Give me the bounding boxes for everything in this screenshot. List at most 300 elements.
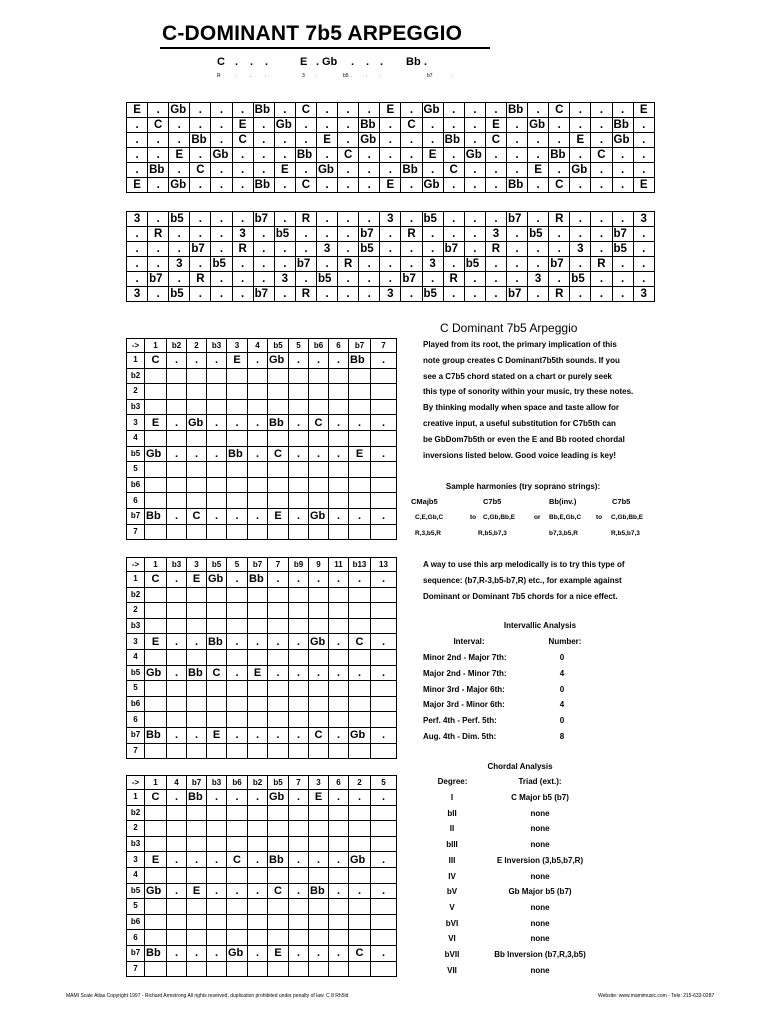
fret-cell: . <box>591 287 612 302</box>
grid-row <box>127 572 397 588</box>
fret-cell: . <box>253 163 274 178</box>
grid-cell <box>187 524 207 540</box>
fret-cell: . <box>485 257 506 272</box>
grid-cell <box>145 399 167 415</box>
fret-cell: . <box>253 257 274 272</box>
fret-cell: . <box>485 148 506 163</box>
grid-header-row <box>127 339 397 353</box>
grid-cell <box>371 696 397 712</box>
grid-cell <box>248 649 268 665</box>
grid-cell: . <box>289 790 309 806</box>
fret-cell: . <box>485 212 506 227</box>
fret-cell: . <box>148 242 169 257</box>
fret-cell: . <box>549 227 570 242</box>
sequence-interval: . <box>316 73 318 79</box>
grid-cell: C <box>349 945 371 961</box>
grid-cell: . <box>167 572 187 588</box>
fret-cell: . <box>148 178 169 193</box>
grid-cell <box>145 430 167 446</box>
grid-cell <box>227 384 248 400</box>
grid-header-cell: b13 <box>349 558 371 572</box>
fret-cell: . <box>612 163 633 178</box>
fret-cell: . <box>338 242 359 257</box>
grid-cell: . <box>329 572 349 588</box>
grid-cell <box>349 649 371 665</box>
harmony-name: C7b5 <box>612 497 631 506</box>
grid-row <box>127 712 397 728</box>
sequence-interval: R <box>217 73 221 79</box>
grid-cell <box>268 961 289 977</box>
grid-cell <box>167 603 187 619</box>
grid-cell <box>289 603 309 619</box>
grid-cell <box>207 696 227 712</box>
fret-cell: . <box>295 272 316 287</box>
grid-cell: . <box>248 634 268 650</box>
fret-cell: Bb <box>253 178 274 193</box>
fret-cell: . <box>528 178 549 193</box>
grid-header-cell: 7 <box>268 558 289 572</box>
fret-cell: . <box>591 133 612 148</box>
fret-cell: Bb <box>148 163 169 178</box>
grid-header-cell: 4 <box>248 339 268 353</box>
fret-cell: 3 <box>127 287 148 302</box>
fret-cell: . <box>633 227 654 242</box>
fret-cell: . <box>169 272 190 287</box>
grid-cell: Bb <box>145 508 167 524</box>
grid-cell: . <box>187 634 207 650</box>
grid-degree-label: b5 <box>127 446 145 462</box>
fret-cell: E <box>380 178 401 193</box>
fret-cell: E <box>633 178 654 193</box>
copyright-footer: MAMI Scale Atlas Copyright 1997 - Richard Armstrong All rights reserved, duplication prohibited under penalty of law. C 8 Rh5ld <box>66 993 349 999</box>
interval-count: 0 <box>559 716 565 726</box>
grid-cell <box>268 524 289 540</box>
fret-cell: . <box>506 163 527 178</box>
harmony-intervals: R,3,b5,R <box>415 530 442 537</box>
harmony-notes: Bb,E,Gb,C <box>549 514 582 521</box>
grid-cell: Bb <box>349 353 371 369</box>
harmony-notes: to <box>596 514 603 521</box>
grid-degree-label: b7 <box>127 508 145 524</box>
grid-cell: . <box>349 572 371 588</box>
grid-row <box>127 587 397 603</box>
grid-row <box>127 353 397 369</box>
fret-cell: C <box>443 163 464 178</box>
grid-header-cell: 7 <box>289 776 309 790</box>
grid-header-cell: -> <box>127 776 145 790</box>
fret-cell: . <box>549 163 570 178</box>
grid-cell: . <box>289 415 309 431</box>
grid-cell <box>289 618 309 634</box>
fret-cell: . <box>528 148 549 163</box>
interval-count: 8 <box>559 732 565 741</box>
grid-row <box>127 867 397 883</box>
fret-cell: b5 <box>211 257 232 272</box>
fret-cell: b7 <box>443 242 464 257</box>
grid-cell <box>187 712 207 728</box>
fret-cell: . <box>570 227 591 242</box>
grid-header-cell: 3 <box>227 339 248 353</box>
grid-cell: E <box>268 508 289 524</box>
grid-cell <box>187 696 207 712</box>
grid-row <box>127 836 397 852</box>
grid-cell <box>145 477 167 493</box>
fret-cell: . <box>316 178 337 193</box>
grid-cell <box>145 384 167 400</box>
grid-cell: . <box>187 727 207 743</box>
grid-cell <box>187 821 207 837</box>
grid-cell <box>167 618 187 634</box>
grid-cell <box>207 805 227 821</box>
fret-cell: Gb <box>169 178 190 193</box>
grid-header-cell: 1 <box>145 776 167 790</box>
grid-cell <box>248 914 268 930</box>
grid-cell <box>371 430 397 446</box>
grid-cell <box>145 821 167 837</box>
fret-cell: b7 <box>148 272 169 287</box>
fret-cell: . <box>127 163 148 178</box>
grid-cell <box>187 914 207 930</box>
grid-cell <box>309 805 329 821</box>
sequence-interval: 3 <box>302 73 305 79</box>
fret-cell: . <box>127 242 148 257</box>
grid-cell <box>227 914 248 930</box>
grid-cell <box>187 961 207 977</box>
chordal-heading: Chordal Analysis <box>487 762 553 771</box>
grid-cell: . <box>309 353 329 369</box>
degree-label: III <box>448 855 456 865</box>
grid-cell <box>349 805 371 821</box>
fret-string-row <box>127 163 655 178</box>
grid-cell <box>329 914 349 930</box>
grid-cell: . <box>371 727 397 743</box>
fret-cell: b7 <box>253 212 274 227</box>
fret-cell: . <box>380 257 401 272</box>
grid-cell: . <box>371 508 397 524</box>
grid-row <box>127 914 397 930</box>
grid-degree-label: b2 <box>127 587 145 603</box>
grid-cell <box>268 821 289 837</box>
grid-degree-label: b3 <box>127 836 145 852</box>
grid-cell <box>167 899 187 915</box>
grid-cell: E <box>145 852 167 868</box>
fret-cell: . <box>443 212 464 227</box>
grid-cell <box>268 696 289 712</box>
fret-cell: . <box>253 133 274 148</box>
fret-cell: Gb <box>274 118 295 133</box>
grid-cell: . <box>268 665 289 681</box>
fret-cell: . <box>295 133 316 148</box>
degree-label: bVI <box>445 918 459 928</box>
grid-cell <box>349 524 371 540</box>
grid-cell: . <box>371 852 397 868</box>
fret-cell: . <box>316 103 337 118</box>
grid-header-cell: b7 <box>248 558 268 572</box>
harmony-name: C7b5 <box>483 497 502 506</box>
fret-cell: C <box>591 148 612 163</box>
harmony-notes: to <box>470 514 477 521</box>
grid-cell <box>289 899 309 915</box>
fret-cell: b5 <box>612 242 633 257</box>
fret-cell: b7 <box>506 287 527 302</box>
grid-cell <box>371 384 397 400</box>
sequence-interval: . <box>250 73 252 79</box>
grid-cell <box>309 493 329 509</box>
fret-cell: R <box>232 242 253 257</box>
fret-cell: . <box>443 103 464 118</box>
grid-cell <box>207 603 227 619</box>
grid-cell: . <box>207 508 227 524</box>
grid-row <box>127 649 397 665</box>
fret-cell: . <box>338 118 359 133</box>
fret-cell: . <box>591 227 612 242</box>
grid-cell: . <box>329 415 349 431</box>
fret-cell: . <box>464 227 485 242</box>
grid-cell <box>248 696 268 712</box>
fret-cell: Gb <box>169 103 190 118</box>
fret-cell: . <box>190 287 211 302</box>
fret-cell: b7 <box>401 272 422 287</box>
grid-cell <box>309 477 329 493</box>
grid-header-cell: b5 <box>268 776 289 790</box>
sequence-note: Gb <box>322 56 338 68</box>
grid-cell: . <box>349 415 371 431</box>
fret-cell: . <box>570 257 591 272</box>
fret-cell: . <box>253 227 274 242</box>
fret-cell: E <box>570 133 591 148</box>
fret-cell: C <box>549 103 570 118</box>
grid-header-cell: 5 <box>227 558 248 572</box>
fret-cell: . <box>612 148 633 163</box>
grid-cell: Gb <box>227 945 248 961</box>
grid-cell <box>145 462 167 478</box>
sequence-interval: . <box>380 73 382 79</box>
grid-header-cell: b3 <box>207 339 227 353</box>
fret-cell: . <box>570 178 591 193</box>
grid-cell: . <box>309 852 329 868</box>
triad-col-header: Triad (ext.): <box>518 777 562 786</box>
fret-cell: . <box>443 178 464 193</box>
grid-cell: . <box>371 572 397 588</box>
fret-cell: . <box>401 148 422 163</box>
grid-cell: . <box>268 634 289 650</box>
fret-cell: . <box>380 227 401 242</box>
fret-cell: . <box>506 272 527 287</box>
grid-cell: . <box>309 572 329 588</box>
grid-degree-label: 3 <box>127 415 145 431</box>
fret-string-row <box>127 178 655 193</box>
grid-cell: . <box>207 415 227 431</box>
fret-cell: . <box>359 103 380 118</box>
fret-cell: . <box>422 118 443 133</box>
grid-cell <box>248 805 268 821</box>
grid-cell <box>167 836 187 852</box>
fret-cell: . <box>485 178 506 193</box>
interval-col-header: Interval: <box>453 637 485 646</box>
grid-cell <box>309 430 329 446</box>
grid-cell <box>349 368 371 384</box>
fret-cell: . <box>612 212 633 227</box>
grid-cell <box>207 836 227 852</box>
grid-row <box>127 805 397 821</box>
fret-cell: . <box>190 257 211 272</box>
grid-row <box>127 727 397 743</box>
grid-cell: . <box>167 634 187 650</box>
grid-cell: . <box>248 353 268 369</box>
fret-cell: . <box>506 133 527 148</box>
fret-cell: . <box>253 118 274 133</box>
grid-header-cell: 9 <box>309 558 329 572</box>
grid-cell <box>371 836 397 852</box>
grid-row <box>127 618 397 634</box>
fret-cell: . <box>380 148 401 163</box>
grid-row <box>127 430 397 446</box>
fret-cell: b5 <box>169 287 190 302</box>
fret-cell: b5 <box>359 242 380 257</box>
grid-cell <box>309 384 329 400</box>
fret-cell: . <box>148 212 169 227</box>
harmony-notes: C,E,Gb,C <box>415 514 444 521</box>
fret-cell: b7 <box>612 227 633 242</box>
fret-cell: . <box>232 163 253 178</box>
grid-cell <box>227 399 248 415</box>
fret-cell: . <box>443 148 464 163</box>
grid-cell <box>309 743 329 759</box>
grid-cell <box>167 493 187 509</box>
grid-cell <box>268 899 289 915</box>
grid-degree-label: 7 <box>127 961 145 977</box>
fret-cell: . <box>274 148 295 163</box>
grid-row <box>127 899 397 915</box>
fret-cell: . <box>338 178 359 193</box>
grid-cell <box>167 524 187 540</box>
sequence-note: E <box>300 56 308 68</box>
sequence-note: . <box>316 56 320 68</box>
melodic-line: A way to use this arp melodically is to try this type of <box>423 560 625 569</box>
grid-cell: Bb <box>227 446 248 462</box>
grid-row <box>127 930 397 946</box>
fret-cell: . <box>464 242 485 257</box>
grid-cell <box>248 743 268 759</box>
grid-row <box>127 368 397 384</box>
fret-cell: E <box>127 103 148 118</box>
grid-cell <box>207 743 227 759</box>
interval-name: Aug. 4th - Dim. 5th: <box>423 732 497 741</box>
fret-cell: . <box>633 242 654 257</box>
grid-cell <box>248 899 268 915</box>
fret-cell: . <box>274 287 295 302</box>
fret-cell: E <box>633 103 654 118</box>
fret-cell: E <box>232 118 253 133</box>
triad-name: none <box>530 965 550 975</box>
grid-cell <box>207 430 227 446</box>
grid-cell <box>145 524 167 540</box>
grid-cell <box>289 743 309 759</box>
grid-cell <box>309 930 329 946</box>
fret-cell: b7 <box>359 227 380 242</box>
grid-cell: C <box>309 415 329 431</box>
triad-name: none <box>530 824 550 834</box>
fret-cell: . <box>316 212 337 227</box>
grid-cell <box>309 712 329 728</box>
grid-cell: . <box>207 446 227 462</box>
grid-cell: . <box>167 727 187 743</box>
grid-cell <box>227 587 248 603</box>
fret-cell: C <box>485 133 506 148</box>
fret-cell: . <box>506 227 527 242</box>
fret-cell: . <box>464 272 485 287</box>
sequence-note: Bb <box>406 56 421 68</box>
grid-cell: . <box>371 945 397 961</box>
fret-cell: . <box>401 178 422 193</box>
fret-string-row <box>127 103 655 118</box>
grid-cell: . <box>289 665 309 681</box>
grid-cell <box>329 712 349 728</box>
grid-cell <box>329 930 349 946</box>
fret-cell: . <box>169 242 190 257</box>
grid-cell <box>371 618 397 634</box>
fret-cell: . <box>148 287 169 302</box>
fret-cell: . <box>190 227 211 242</box>
fret-cell: . <box>127 227 148 242</box>
grid-cell <box>248 462 268 478</box>
grid-cell: . <box>329 852 349 868</box>
grid-cell: Gb <box>309 508 329 524</box>
description-line: inversions listed below. Good voice leading is key! <box>423 450 617 460</box>
grid-cell <box>167 743 187 759</box>
grid-cell <box>289 430 309 446</box>
grid-cell <box>289 462 309 478</box>
grid-header-cell: 1 <box>145 558 167 572</box>
interval-name: Major 2nd - Minor 7th: <box>423 668 507 678</box>
fret-cell: . <box>549 242 570 257</box>
grid-row <box>127 945 397 961</box>
grid-cell: . <box>349 665 371 681</box>
fret-cell: b5 <box>316 272 337 287</box>
fret-cell: Bb <box>443 133 464 148</box>
degree-label: bII <box>447 808 457 818</box>
grid-cell: . <box>167 883 187 899</box>
grid-cell: . <box>207 883 227 899</box>
grid-cell <box>227 430 248 446</box>
grid-cell <box>145 618 167 634</box>
fret-cell: . <box>485 163 506 178</box>
grid-cell <box>289 696 309 712</box>
grid-cell <box>207 493 227 509</box>
grid-cell: . <box>207 353 227 369</box>
harmony-name: Bb(inv.) <box>549 497 577 506</box>
fret-cell: . <box>506 148 527 163</box>
fret-cell: 3 <box>232 227 253 242</box>
fret-cell: . <box>232 148 253 163</box>
grid-cell <box>289 587 309 603</box>
fret-cell: 3 <box>274 272 295 287</box>
fret-cell: . <box>253 272 274 287</box>
grid-cell: C <box>268 446 289 462</box>
fret-cell: . <box>401 287 422 302</box>
grid-cell <box>145 899 167 915</box>
fret-cell: . <box>443 118 464 133</box>
fret-cell: Gb <box>211 148 232 163</box>
fretboard-intervals-diagram <box>126 211 655 302</box>
grid-cell <box>349 867 371 883</box>
grid-cell <box>248 836 268 852</box>
fret-cell: Bb <box>549 148 570 163</box>
grid-degree-label: 2 <box>127 384 145 400</box>
grid-cell <box>289 681 309 697</box>
fret-cell: . <box>211 178 232 193</box>
grid-cell <box>227 899 248 915</box>
